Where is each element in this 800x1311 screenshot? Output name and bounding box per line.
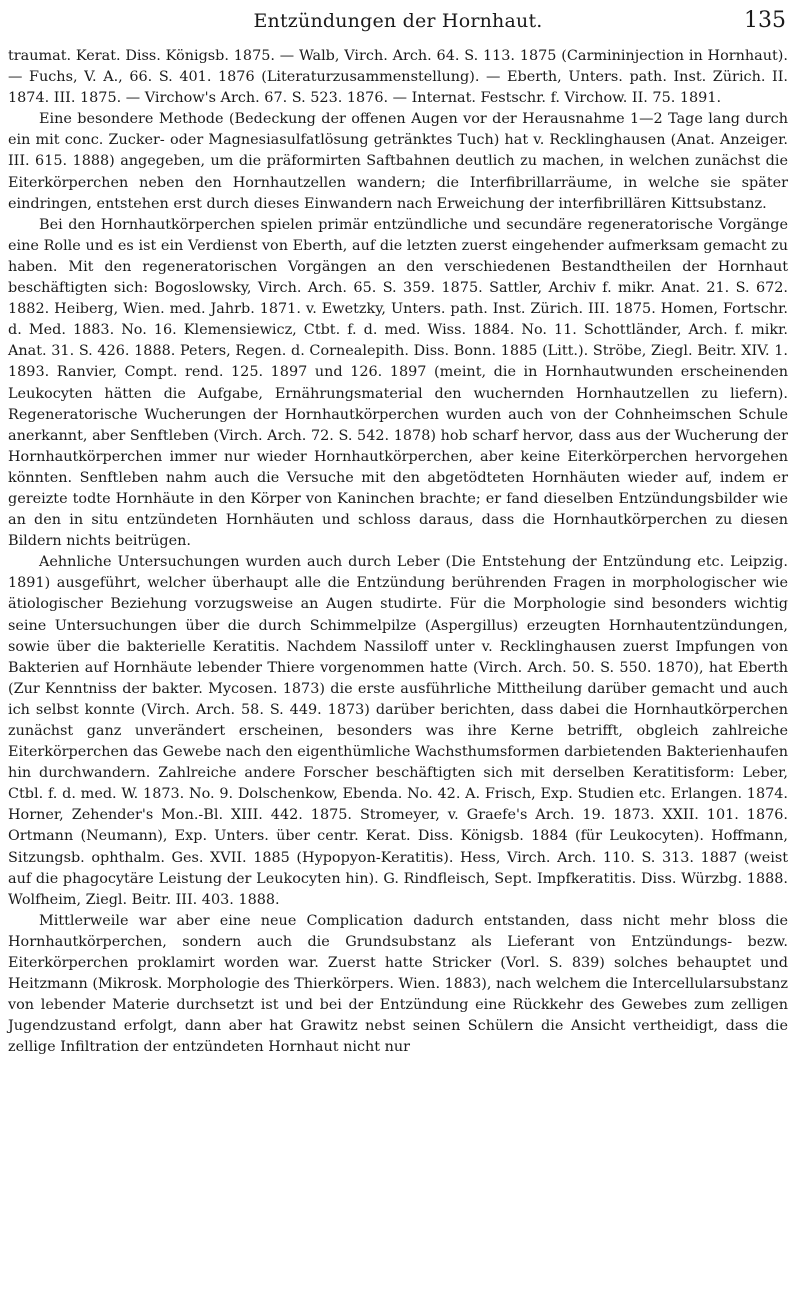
body-text <box>8 46 788 1059</box>
paragraph-method: Eine besondere Methode (Bedeckung der offenen Augen vor der Herausnahme 1—2 Tage lang durch ein mit conc. Zucker- oder Magnesiasulfatlösung getränktes Tuch) hat v. Recklinghausen (Anat. Anzeiger. III. 615. 1888) angegeben, um die präformirten Saftbahnen deutlich zu machen, in welchen zunächst die Eiterkörperchen neben den Hornhautzellen wandern; die Interfibrillarräume, in welche sie später eindringen, entstehen erst durch dieses Einwandern nach Erweichung der interfibrillären Kittsubstanz. <box>8 111 788 212</box>
page-number: 135 <box>744 8 786 33</box>
page-header <box>8 0 788 46</box>
running-title: Entzündungen der Hornhaut. <box>253 10 543 32</box>
paragraph-references: traumat. Kerat. Diss. Königsb. 1875. — Walb, Virch. Arch. 64. S. 113. 1875 (Carmininjection in Hornhaut). — Fuchs, V. A., 66. S. 401. 1876 (Literaturzusammenstellung). — Eberth, Unters. path. Inst. Zürich. II. 1874. III. 1875. — Virchow's Arch. 67. S. 523. 1876. — Internat. Festschr. f. Virchow. II. 75. 1891. <box>8 48 788 107</box>
paragraph-hornhautkoerperchen: Bei den Hornhautkörperchen spielen primär entzündliche und secundäre regeneratorische Vorgänge eine Rolle und es ist ein Verdienst von Eberth, auf die letzten zuerst eingehender aufmerksam gemacht zu haben. Mit den regeneratorischen Vorgängen an den verschiedenen Bestandtheilen der Hornhaut beschäftigten sich: Bogoslowsky, Virch. Arch. 65. S. 359. 1875. Sattler, Archiv f. mikr. Anat. 21. S. 672. 1882. Heiberg, Wien. med. Jahrb. 1871. v. Ewetzky, Unters. path. Inst. Zürich. III. 1875. Homen, Fortschr. d. Med. 1883. No. 16. Klemensiewicz, Ctbt. f. d. med. Wiss. 1884. No. 11. Schottländer, Arch. f. mikr. Anat. 31. S. 426. 1888. Peters, Regen. d. Cornealepith. Diss. Bonn. 1885 (Litt.). Ströbe, Ziegl. Beitr. XIV. 1. 1893. Ranvier, Compt. rend. 125. 1897 und 126. 1897 (meint, die in Hornhautwunden erscheinenden Leukocyten hätten die Aufgabe, Ernährungsmaterial den wuchernden Hornhautzellen zu liefern). Regeneratorische Wucherungen der Hornhautkörperchen wurden auch von der Cohnheimschen Schule anerkannt, aber Senftleben (Virch. Arch. 72. S. 542. 1878) hob scharf hervor, dass aus der Wucherung der Hornhautkörperchen immer nur wieder Hornhautkörperchen, aber keine Eiterkörperchen hervorgehen könnten. Senftleben nahm auch die Versuche mit den abgetödteten Hornhäuten wieder auf, indem er gereizte todte Hornhäute in den Körper von Kaninchen brachte; er fand dieselben Entzündungsbilder wie an den in situ entzündeten Hornhäuten und schloss daraus, dass die Hornhautkörperchen zu diesen Bildern nichts beitrügen. <box>8 216 788 550</box>
paragraph-complication: Mittlerweile war aber eine neue Complication dadurch entstanden, dass nicht mehr bloss die Hornhautkörperchen, sondern auch die Grundsubstanz als Lieferant von Entzündungs- bezw. Eiterkörperchen proklamirt worden war. Zuerst hatte Stricker (Vorl. S. 839) solches behauptet und Heitzmann (Mikrosk. Morphologie des Thierkörpers. Wien. 1883), nach welchem die Intercellularsubstanz von lebender Materie durchsetzt ist und bei der Entzündung eine Rückkehr des Gewebes zum zelligen Jugendzustand erfolgt, dann aber hat Grawitz nebst seinen Schülern die Ansicht vertheidigt, dass die zellige Infiltration der entzündeten Hornhaut nicht nur <box>8 912 788 1056</box>
paragraph-leber: Aehnliche Untersuchungen wurden auch durch Leber (Die Entstehung der Entzündung etc. Leipzig. 1891) ausgeführt, welcher überhaupt alle die Entzündung berührenden Fragen in morphologischer wie ätiologischer Beziehung vorzugsweise an Augen studirte. Für die Morphologie sind besonders wichtig seine Untersuchungen über die durch Schimmelpilze (Aspergillus) erzeugten Hornhautentzündungen, sowie über die bakterielle Keratitis. Nachdem Nassiloff unter v. Recklinghausen zuerst Impfungen von Bakterien auf Hornhäute lebender Thiere vorgenommen hatte (Virch. Arch. 50. S. 550. 1870), hat Eberth (Zur Kenntniss der bakter. Mycosen. 1873) die erste ausführliche Mittheilung darüber gemacht und auch ich selbst konnte (Virch. Arch. 58. S. 449. 1873) darüber berichten, dass dabei die Hornhautkörperchen zunächst ganz unverändert erscheinen, besonders was ihre Kerne betrifft, obgleich zahlreiche Eiterkörperchen das Gewebe nach den eigenthümliche Wachsthumsformen darbietenden Bakterienhaufen hin durchwandern. Zahlreiche andere Forscher beschäftigten sich mit derselben Keratitisform: Leber, Ctbl. f. d. med. W. 1873. No. 9. Dolschenkow, Ebenda. No. 42. A. Frisch, Exp. Studien etc. Erlangen. 1874. Horner, Zehender's Mon.-Bl. XIII. 442. 1875. Stromeyer, v. Graefe's Arch. 19. 1873. XXII. 101. 1876. Ortmann (Neumann), Exp. Unters. über centr. Kerat. Diss. Königsb. 1884 (für Leukocyten). Hoffmann, Sitzungsb. ophthalm. Ges. XVII. 1885 (Hypopyon-Keratitis). Hess, Virch. Arch. 110. S. 313. 1887 (weist auf die phagocytäre Leistung der Leukocyten hin). G. Rindfleisch, Sept. Impfkeratitis. Diss. Würzbg. 1888. Wolfheim, Ziegl. Beitr. III. 403. 1888. <box>8 554 788 908</box>
